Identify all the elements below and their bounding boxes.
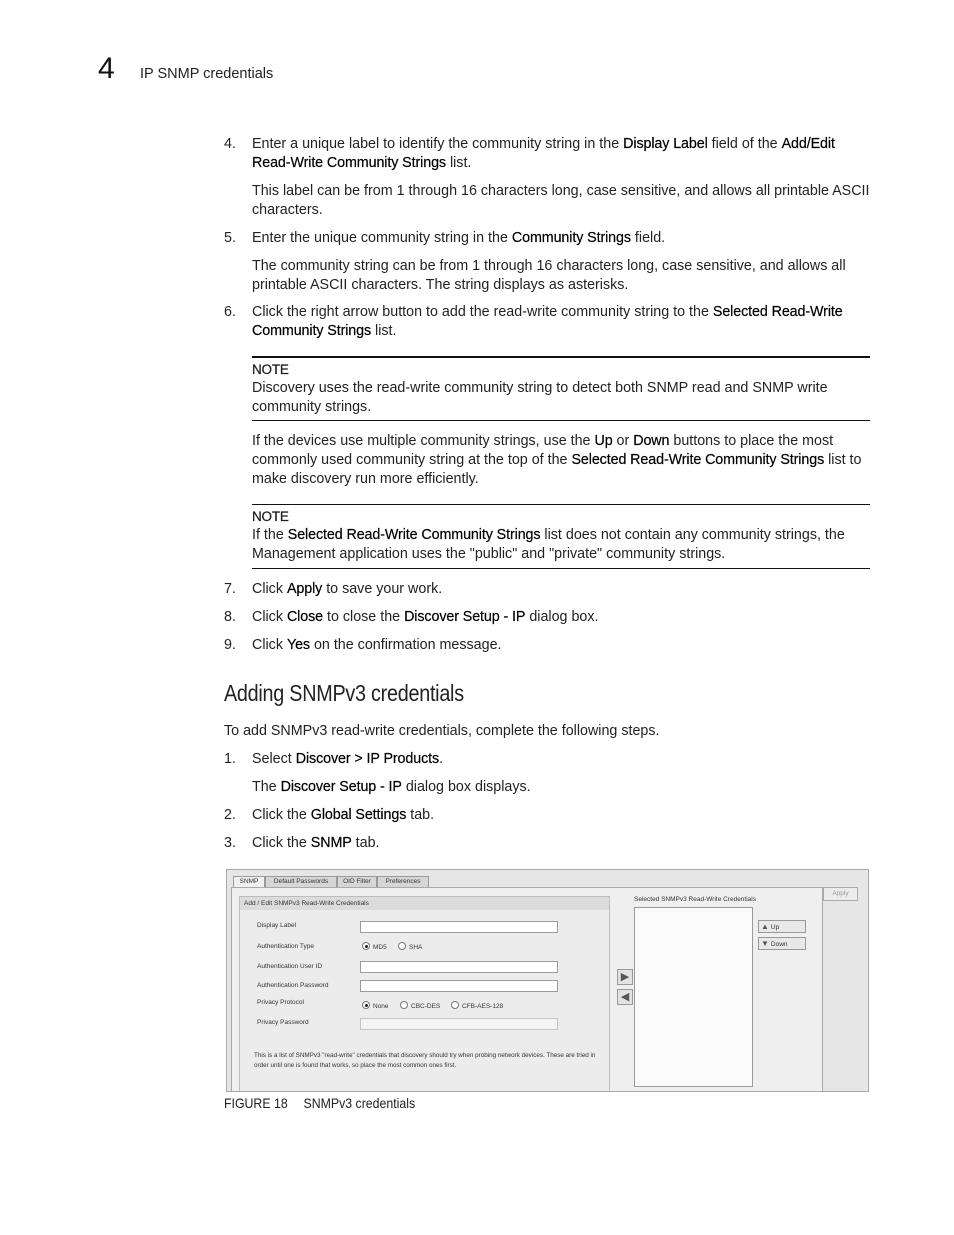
step-text: Click Yes on the confirmation message. [252, 637, 502, 653]
note-bottom-rule [252, 568, 870, 569]
auth-password-label: Authentication Password [257, 982, 329, 989]
step-number: 2. [224, 807, 236, 823]
step-number: 5. [224, 230, 236, 246]
auth-type-label: Authentication Type [257, 943, 314, 950]
section-heading: Adding SNMPv3 credentials [224, 680, 464, 706]
snmp-tab-pane [231, 887, 823, 1092]
figure-title: SNMPv3 credentials [303, 1095, 416, 1111]
step-text: Click the SNMP tab. [252, 835, 380, 851]
help-text: This is a list of SNMPv3 "read-write" credentials that discovery should try when probing network devices. These are tried in order until one is found that works, so place the most common ones first. [254, 1052, 596, 1069]
step-text: Click the Global Settings tab. [252, 807, 435, 823]
step-number: 8. [224, 609, 236, 625]
arrow-right-icon: ▶ [620, 971, 630, 983]
add-right-arrow-button[interactable] [617, 969, 633, 985]
note-title: NOTE [252, 509, 289, 524]
note-box [252, 360, 870, 417]
radio-empty-icon [400, 1001, 408, 1009]
group-title: Add / Edit SNMPv3 Read-Write Credentials [240, 897, 609, 910]
credentials-group [239, 896, 610, 1092]
note-title: NOTE [252, 362, 289, 377]
radio-md5[interactable]: MD5 [362, 942, 387, 951]
radio-selected-icon [362, 942, 370, 950]
radio-empty-icon [451, 1001, 459, 1009]
privacy-password-input[interactable] [360, 1018, 558, 1030]
note-top-rule [252, 356, 870, 358]
step-text: Enter the unique community string in the Community Strings field. [252, 230, 666, 246]
up-button[interactable]: ▲ Up [758, 920, 806, 933]
step-number: 6. [224, 304, 236, 320]
triangle-up-icon: ▲ [761, 922, 769, 931]
display-label-label: Display Label [257, 922, 297, 929]
tab-oid-filter[interactable]: OID Filter [337, 876, 377, 887]
step-number: 3. [224, 835, 236, 851]
radio-cfb-aes-128[interactable]: CFB-AES-128 [451, 1001, 503, 1010]
radio-empty-icon [398, 942, 406, 950]
note-top-rule [252, 504, 870, 505]
step-number: 1. [224, 751, 236, 767]
triangle-down-icon: ▼ [761, 939, 769, 948]
selected-credentials-list[interactable] [634, 907, 753, 1087]
note-box [252, 507, 870, 564]
note-bottom-rule [252, 420, 870, 421]
step-text: Click Apply to save your work. [252, 581, 443, 597]
step-subtext: The community string can be from 1 through 16 characters long, case sensitive, and allows all printable ASCII characters. The string displays as asterisks. [252, 258, 846, 293]
apply-button[interactable]: Apply [823, 887, 858, 901]
tab-preferences[interactable]: Preferences [377, 876, 429, 887]
note-text: Discovery uses the read-write community string to detect both SNMP read and SNMP write community strings. [252, 380, 828, 415]
auth-user-input[interactable] [360, 961, 558, 973]
radio-none[interactable]: None [362, 1001, 389, 1010]
remove-left-arrow-button[interactable] [617, 989, 633, 1005]
step-text: Enter a unique label to identify the community string in the Display Label field of the Add/Edit Read-Write Community Strings list. [252, 136, 835, 171]
privacy-password-label: Privacy Password [257, 1019, 309, 1026]
chapter-number: 4 [98, 52, 115, 85]
radio-selected-icon [362, 1001, 370, 1009]
down-button[interactable]: ▼ Down [758, 937, 806, 950]
radio-sha[interactable]: SHA [398, 942, 422, 951]
note-text: If the Selected Read-Write Community Strings list does not contain any community strings, the Management application uses the "public" and "private" community strings. [252, 527, 845, 562]
snmpv3-dialog-screenshot [226, 869, 869, 1092]
figure-label: FIGURE 18 [224, 1095, 288, 1111]
step-text: Click the right arrow button to add the read-write community string to the Selected Read-Write Community Strings list. [252, 304, 843, 339]
auth-password-input[interactable] [360, 980, 558, 992]
step-text: Select Discover > IP Products. [252, 751, 444, 767]
display-label-input[interactable] [360, 921, 558, 933]
tab-snmp[interactable]: SNMP [233, 876, 265, 888]
privacy-protocol-label: Privacy Protocol [257, 999, 304, 1006]
auth-user-label: Authentication User ID [257, 963, 323, 970]
step-subtext: This label can be from 1 through 16 characters long, case sensitive, and allows all printable ASCII characters. [252, 183, 870, 218]
step-subtext: The Discover Setup - IP dialog box displays. [252, 779, 531, 795]
step-number: 9. [224, 637, 236, 653]
step-number: 4. [224, 136, 236, 152]
step-text: Click Close to close the Discover Setup - IP dialog box. [252, 609, 599, 625]
step-number: 7. [224, 581, 236, 597]
arrow-left-icon: ◀ [620, 991, 630, 1003]
running-header-title: IP SNMP credentials [140, 66, 274, 82]
section-intro: To add SNMPv3 read-write credentials, complete the following steps. [224, 723, 660, 739]
figure-caption [224, 1095, 415, 1111]
selected-list-title: Selected SNMPv3 Read-Write Credentials [634, 896, 756, 903]
paragraph: If the devices use multiple community strings, use the Up or Down buttons to place the most commonly used community string at the top of the Selected Read-Write Community Strings list to make discovery run more efficiently. [252, 433, 862, 487]
tab-default-passwords[interactable]: Default Passwords [265, 876, 337, 887]
radio-cbc-des[interactable]: CBC-DES [400, 1001, 440, 1010]
